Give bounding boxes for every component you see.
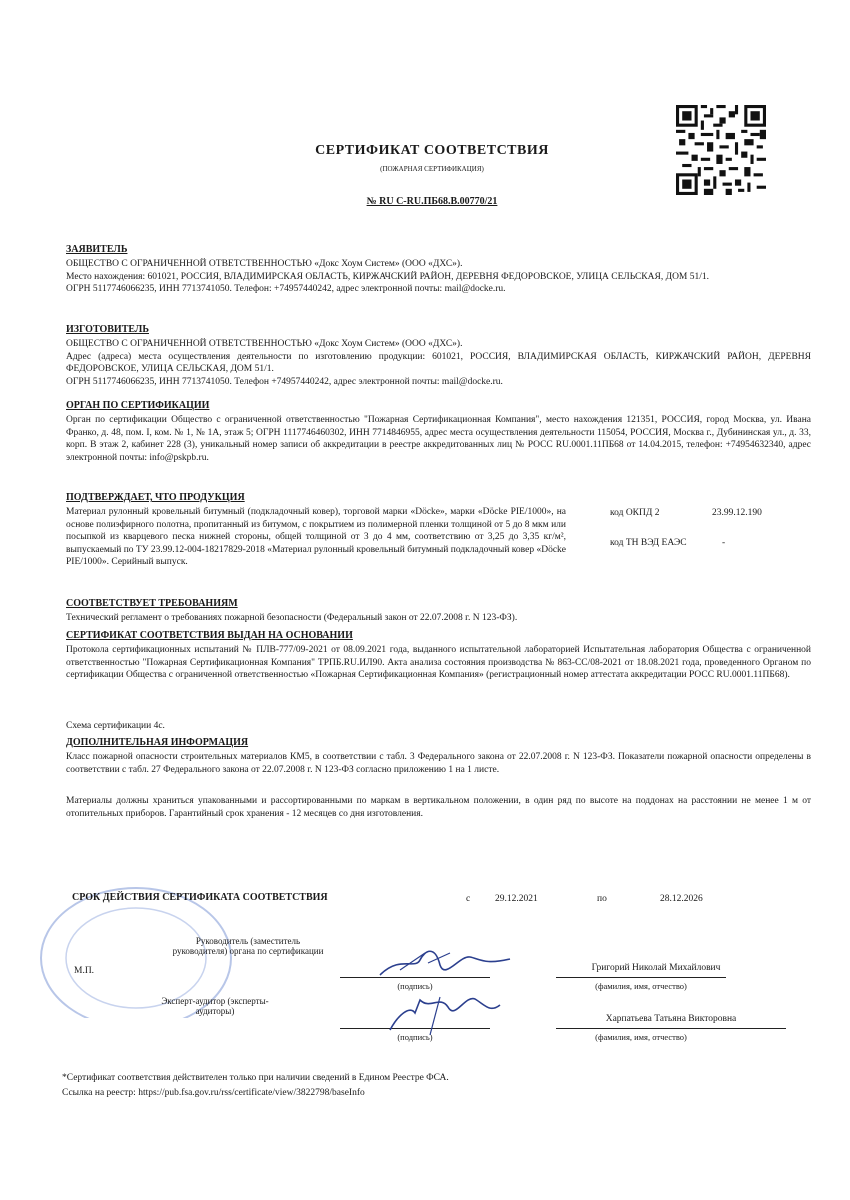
- handwritten-signatures-icon: [370, 935, 520, 1045]
- expert-label: Эксперт-аудитор (эксперты-аудиторы): [161, 996, 269, 1016]
- applicant-address: Место нахождения: 601021, РОССИЯ, ВЛАДИМИРСКАЯ ОБЛАСТЬ, КИРЖАЧСКИЙ РАЙОН, ДЕРЕВНЯ ФЕДОРОВСКОЕ, УЛИЦА СЕЛЬСКАЯ, ДОМ 51/1.: [66, 271, 710, 282]
- basis-scheme: Схема сертификации 4с.: [66, 721, 165, 731]
- manufacturer-heading: ИЗГОТОВИТЕЛЬ: [66, 324, 149, 335]
- validity-label: СРОК ДЕЙСТВИЯ СЕРТИФИКАТА СООТВЕТСТВИЯ: [72, 892, 328, 903]
- head-name: Григорий Николай Михайлович: [591, 963, 721, 973]
- okpd-value: 23.99.12.190: [712, 508, 762, 518]
- registry-link[interactable]: Ссылка на реестр: https://pub.fsa.gov.ru/rss/certificate/view/3822798/baseInfo: [62, 1088, 365, 1098]
- okpd-label: код ОКПД 2: [610, 508, 660, 518]
- expert-name-caption: (фамилия, имя, отчество): [595, 1032, 687, 1042]
- manufacturer-block: [66, 338, 811, 388]
- manufacturer-name: ОБЩЕСТВО С ОГРАНИЧЕННОЙ ОТВЕТСТВЕННОСТЬЮ «Докс Хоум Систем» (ООО «ДХС»).: [66, 339, 463, 349]
- certification-body-heading: ОРГАН ПО СЕРТИФИКАЦИИ: [66, 400, 210, 411]
- basis-text: Протокола сертификационных испытаний № ПЛВ-777/09-2021 от 08.09.2021 года, выданного испытательной лабораторией Испытательная лаборатория Общества с ограниченной ответственностью "Пожарная Сертификационная Компания" ТРПБ.RU.ИЛ90. Акта анализа состояния производства № 863-СС/08-2021 от 18.08.2021 года, проведенного Органом по сертификации Общества с ограниченной ответственностью «Пожарная Сертификационная Компания» (регистрационный номер аттестата аккредитации РОСС RU.0001.11ПБ68).: [66, 645, 811, 681]
- expert-name: Харпатьева Татьяна Викторовна: [605, 1014, 737, 1024]
- product-text: Материал рулонный кровельный битумный (подкладочный ковер), торговой марки «Döcke», марки «Döcke PIE/1000», на основе полиэфирного полотна, пропитанный из битумом, с покрытием из полимерной пленки толщиной от 5 до 8 мкм или посыпкой из кварцевого песка нижней стороны, общей толщиной от 3 до 4 мм, соответствию от 3,25 до 3,35 кг/м², выпускаемый по ТУ 23.99.12-004-18217829-2018 «Материал рулонный кровельный битумный подкладочный ковер «Döcke PIE/1000». Серийный выпуск.: [66, 507, 566, 568]
- head-name-line: [556, 977, 726, 978]
- applicant-name: ОБЩЕСТВО С ОГРАНИЧЕННОЙ ОТВЕТСТВЕННОСТЬЮ «Докс Хоум Систем» (ООО «ДХС»).: [66, 259, 463, 269]
- product-heading: ПОДТВЕРЖДАЕТ, ЧТО ПРОДУКЦИЯ: [66, 492, 245, 503]
- validity-to-date: 28.12.2026: [660, 894, 703, 904]
- mp-label: М.П.: [74, 966, 95, 976]
- tnved-value: -: [722, 538, 726, 548]
- basis-heading: СЕРТИФИКАТ СООТВЕТСТВИЯ ВЫДАН НА ОСНОВАНИИ: [66, 630, 353, 641]
- manufacturer-address: Адрес (адреса) места осуществления деятельности по изготовлению продукции: 601021, РОССИЯ, ВЛАДИМИРСКАЯ ОБЛАСТЬ, КИРЖАЧСКИЙ РАЙОН, ДЕРЕВНЯ ФЕДОРОВСКОЕ, УЛИЦА СЕЛЬСКАЯ, ДОМ 51/1.: [66, 351, 811, 375]
- certification-body-text: Орган по сертификации Общество с ограниченной ответственностью "Пожарная Сертификационная Компания", место нахождения 121351, РОССИЯ, город Москва, ул. Ивана Франко, д. 48, пом. I, ком. № 1, № 1А, этаж 5; ОГРН 1117746460302, ИНН 7714846955, адрес места осуществления деятельности 115054, РОССИЯ, Москва г., Дубининская ул., д. 33, корп. В этаж 2, кабинет 228 (3), уникальный номер записи об аккредитации в реестре аккредитованных лиц № РОСС RU.0001.11ПБ68 от 14.04.2015, телефон: +74954632340, адрес электронной почты: info@pskpb.ru.: [66, 415, 811, 463]
- head-label: Руководитель (заместитель руководителя) органа по сертификации: [172, 936, 324, 956]
- validity-from-date: 29.12.2021: [495, 894, 538, 904]
- manufacturer-contacts: ОГРН 5117746066235, ИНН 7713741050. Телефон +74957440242, адрес электронной почты: mail@docke.ru.: [66, 376, 503, 387]
- additional-heading: ДОПОЛНИТЕЛЬНАЯ ИНФОРМАЦИЯ: [66, 737, 249, 748]
- expert-name-line: [556, 1028, 786, 1029]
- head-name-caption: (фамилия, имя, отчество): [595, 981, 687, 991]
- validity-to-label: по: [597, 894, 607, 904]
- certificate-number: № RU C-RU.ПБ68.В.00770/21: [366, 196, 498, 207]
- requirements-text: Технический регламент о требованиях пожарной безопасности (Федеральный закон от 22.07.2008 г. N 123-ФЗ).: [66, 613, 518, 623]
- expert-signature-caption: (подпись): [397, 1032, 433, 1042]
- applicant-contacts: ОГРН 5117746066235, ИНН 7713741050. Телефон: +74957440242, адрес электронной почты: mail@docke.ru.: [66, 284, 506, 295]
- applicant-heading: ЗАЯВИТЕЛЬ: [66, 244, 128, 255]
- head-signature-caption: (подпись): [397, 981, 433, 991]
- additional-paragraph-2: Материалы должны храниться упакованными и рассортированными по маркам в вертикальном положении, в один ряд по высоте на поддонах на расстоянии не менее 1 м от отопительных приборов. Гарантийный срок хранения - 12 месяцев со дня изготовления.: [66, 796, 811, 819]
- footer-note: *Сертификат соответствия действителен только при наличии сведений в Едином Реестре ФСА.: [62, 1073, 449, 1083]
- certificate-title: СЕРТИФИКАТ СООТВЕТСТВИЯ: [315, 143, 549, 158]
- additional-paragraph-1: Класс пожарной опасности строительных материалов КМ5, в соответствии с табл. 3 Федерального закона от 22.07.2008 г. N 123-ФЗ. Показатели пожарной опасности определены в соответствии с табл. 27 Федерального закона от 22.07.2008 г. N 123-ФЗ согласно приложению 1 на 1 листе.: [66, 752, 811, 775]
- validity-from-label: с: [466, 894, 471, 904]
- requirements-heading: СООТВЕТСТВУЕТ ТРЕБОВАНИЯМ: [66, 598, 238, 609]
- tnved-label: код ТН ВЭД ЕАЭС: [610, 538, 687, 548]
- applicant-block: [66, 258, 811, 296]
- certificate-subtitle: (ПОЖАРНАЯ СЕРТИФИКАЦИЯ): [380, 165, 484, 173]
